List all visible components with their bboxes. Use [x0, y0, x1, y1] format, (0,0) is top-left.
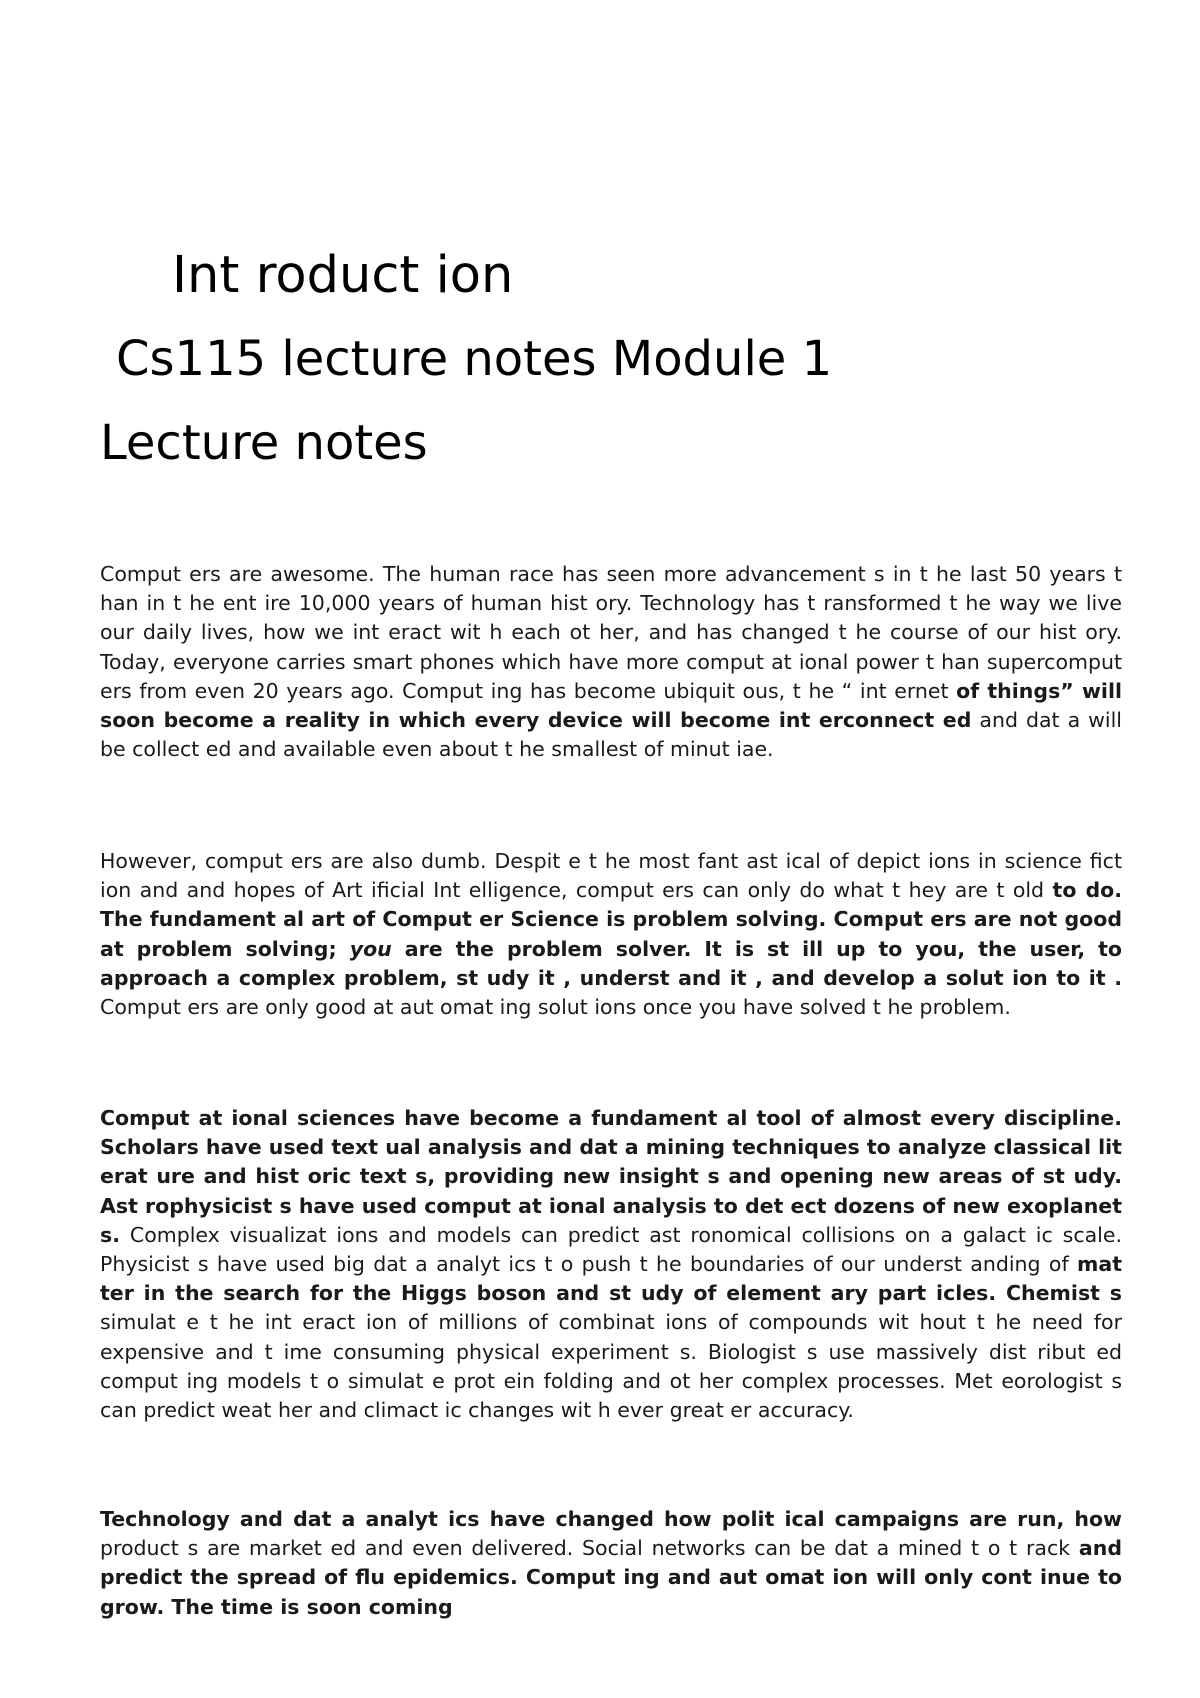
paragraph-computational-sciences [100, 1104, 1122, 1425]
introduction-heading: Int roduct ion [172, 246, 514, 305]
text-run: Complex visualizat ions and models can predict ast ronomical collisions on a galact ic scale. Physicist s have used big dat a analyt ics t o push t he boundaries of our underst anding of [100, 1222, 1122, 1277]
text-run: simulat e t he int eract ion of millions of combinat ions of compounds wit hout t he need for expensive and t ime consuming physical experiment s. Biologist s use massively dist ribut ed comput ing models t o simulat e prot ein folding and ot her complex processes. Met eorologist s can predict weat her and climact ic changes wit h ever great er accuracy. [100, 1310, 1122, 1423]
paragraph-technology-analytics [100, 1505, 1122, 1622]
text-run: Comput ers are only good at aut omat ing solut ions once you have solved t he problem. [100, 995, 1011, 1020]
text-run-bold: Technology and dat a analyt ics have changed how polit ical campaigns are run, how [100, 1507, 1122, 1531]
text-run-bold: of things” will soon become a reality in which every device will become int erconnect ed [100, 678, 1122, 733]
text-run: and dat a will be collect ed and available even about t he smallest of minut iae. [100, 708, 1122, 762]
paragraph-computers-dumb [100, 847, 1122, 1022]
lecture-notes-heading: Lecture notes [100, 415, 428, 471]
text-run-bold-italic: you [349, 936, 392, 961]
text-run-bold: mat ter in the search for the Higgs boson and st udy of element ary part icles. Chemist s [100, 1252, 1122, 1306]
paragraph-computers-awesome [100, 560, 1122, 764]
text-run-bold: to do. The fundament al art of Comput er Science is problem solving. Comput ers are not good at problem solving; [100, 878, 1122, 961]
text-run: However, comput ers are also dumb. Despit e t he most fant ast ical of depict ions in science fict ion and and hopes of Art ificial Int elligence, comput ers can only do what t hey are t old [100, 849, 1122, 903]
text-run-bold: Comput at ional sciences have become a fundament al tool of almost every discipline. Scholars have used text ual analysis and dat a mining techniques to analyze classical lit erat ure and hist oric text s, providing new insight s and opening new areas of st udy. Ast rophysicist s have used comput at ional analysis to det ect dozens of new exoplanet s. [100, 1106, 1122, 1247]
text-run-bold: and predict the spread of flu epidemics. Comput ing and aut omat ion will only cont inue to grow. The time is soon coming [100, 1536, 1122, 1619]
text-run-bold: are the problem solver. It is st ill up to you, the user, to approach a complex problem, st udy it , underst and it , and develop a solut ion to it . [100, 936, 1123, 990]
text-run: product s are market ed and even delivered. Social networks can be dat a mined t o t rack [100, 1536, 1079, 1561]
text-run: Comput ers are awesome. The human race has seen more advancement s in t he last 50 years t han in t he ent ire 10,000 years of human hist ory. Technology has t ransformed t he way we live our daily lives, how we int eract wit h each ot her, and has changed t he course of our hist ory. Today, everyone carries smart phones which have more comput at ional power t han supercomput ers from even 20 years ago. Comput ing has become ubiquit ous, t he “ int ernet [100, 562, 1122, 703]
course-title-heading: Cs115 lecture notes Module 1 [116, 331, 833, 387]
